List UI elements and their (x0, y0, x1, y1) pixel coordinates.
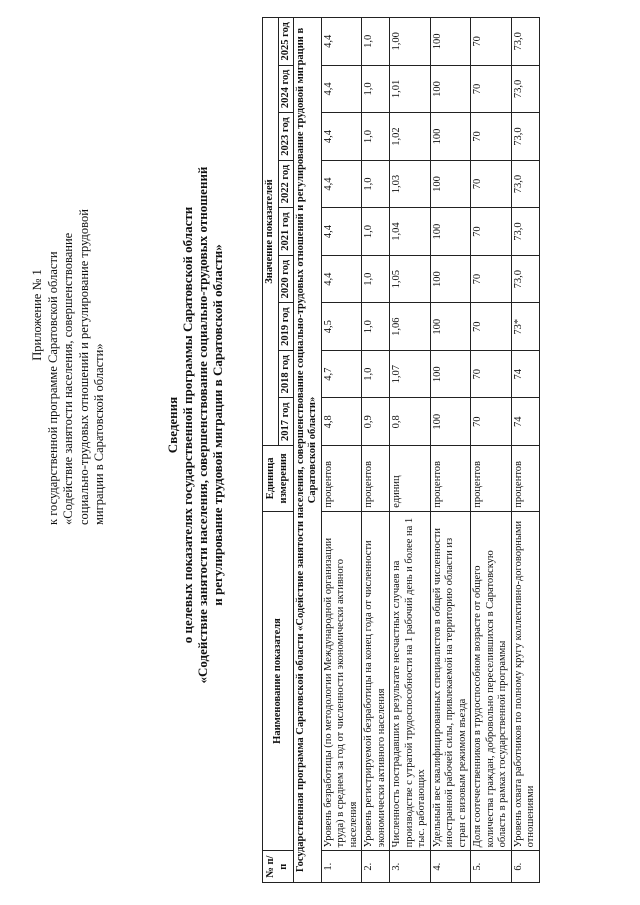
row-value: 74 (511, 350, 539, 398)
row-value: 70 (471, 255, 512, 303)
row-value: 1,02 (390, 113, 431, 161)
header-year: 2025 год (278, 18, 293, 66)
appendix-line: социально-трудовых отношений и регулирование трудовой (76, 209, 91, 525)
row-indicator-name: Доля соотечественников в трудоспособном возрасте от общего количества граждан, добровольно переселившихся в Саратовскую область в рамках государственной программы (471, 511, 512, 851)
row-value: 4,5 (321, 303, 362, 351)
row-value: 70 (471, 113, 512, 161)
header-year: 2020 год (278, 255, 293, 303)
row-value: 1,03 (390, 160, 431, 208)
row-value: 1,0 (362, 208, 390, 256)
row-value: 4,8 (321, 398, 362, 446)
header-year: 2018 год (278, 350, 293, 398)
row-number: 6. (511, 851, 539, 883)
row-value: 70 (471, 18, 512, 66)
row-value: 100 (430, 208, 471, 256)
row-number: 1. (321, 851, 362, 883)
row-indicator-name: Численность пострадавших в результате несчастных случаев на производстве с утратой трудоспособности на 1 рабочий день и более на 1 тыс. работающих (390, 511, 431, 851)
program-row (293, 18, 321, 883)
appendix-line: миграции в Саратовской области» (92, 343, 106, 525)
row-value: 100 (430, 160, 471, 208)
header-year: 2021 год (278, 208, 293, 256)
row-value: 73,0 (511, 18, 539, 66)
row-number: 3. (390, 851, 431, 883)
header-row (263, 18, 279, 883)
row-value: 70 (471, 160, 512, 208)
appendix-line: к государственной программе Саратовской области (45, 251, 60, 525)
row-value: 73,0 (511, 208, 539, 256)
appendix-line: «Содействие занятости населения, совершенствование (61, 232, 75, 525)
row-unit: процентов (430, 446, 471, 512)
header-year: 2022 год (278, 160, 293, 208)
title-line: Сведения (165, 396, 180, 454)
row-value: 1,0 (362, 65, 390, 113)
row-value: 70 (471, 398, 512, 446)
row-indicator-name: Уровень охвата работников по полному кругу коллективно-договорными отношениями (511, 511, 539, 851)
header-year: 2017 год (278, 398, 293, 446)
row-value: 100 (430, 255, 471, 303)
row-number: 2. (362, 851, 390, 883)
row-value: 1,04 (390, 208, 431, 256)
row-indicator-name: Уровень регистрируемой безработицы на конец года от численности экономически активного населения (362, 511, 390, 851)
row-value: 4,4 (321, 18, 362, 66)
header-unit: Единица измерения (263, 446, 294, 512)
header-values-group: Значение показателей (263, 18, 279, 446)
row-value: 1,07 (390, 350, 431, 398)
row-value: 1,0 (362, 18, 390, 66)
table-row (511, 18, 539, 883)
row-value: 4,4 (321, 208, 362, 256)
row-value: 1,0 (362, 113, 390, 161)
row-value: 4,4 (321, 113, 362, 161)
row-value: 1,0 (362, 350, 390, 398)
row-indicator-name: Удельный вес квалифицированных специалистов в общей численности иностранной рабочей силы, привлекаемой на территорию области из стран с визовым режимом въезда (430, 511, 471, 851)
header-year: 2019 год (278, 303, 293, 351)
row-value: 70 (471, 65, 512, 113)
row-value: 73,0 (511, 255, 539, 303)
row-value: 4,7 (321, 350, 362, 398)
row-number: 4. (430, 851, 471, 883)
row-value: 73,0 (511, 160, 539, 208)
row-value: 1,06 (390, 303, 431, 351)
title-line: «Содействие занятости населения, совершенствование социально-трудовых отношений (195, 166, 210, 684)
program-title: Государственная программа Саратовской области «Содействие занятости населения, совершенствование социально-трудовых отношений и регулирование трудовой миграции в Саратовской области» (293, 18, 321, 883)
row-number: 5. (471, 851, 512, 883)
row-unit: единиц (390, 446, 431, 512)
row-value: 100 (430, 18, 471, 66)
row-value: 0,8 (390, 398, 431, 446)
row-value: 4,4 (321, 255, 362, 303)
row-value: 70 (471, 208, 512, 256)
row-value: 1,00 (390, 18, 431, 66)
row-unit: процентов (362, 446, 390, 512)
row-value: 1,05 (390, 255, 431, 303)
row-value: 100 (430, 65, 471, 113)
row-value: 73,0 (511, 113, 539, 161)
document-title (165, 105, 225, 745)
row-value: 100 (430, 303, 471, 351)
table-row (362, 18, 390, 883)
table-row (321, 18, 362, 883)
row-value: 100 (430, 398, 471, 446)
header-year: 2023 год (278, 113, 293, 161)
row-value: 70 (471, 303, 512, 351)
row-unit: процентов (321, 446, 362, 512)
header-name: Наименование показателя (263, 511, 294, 851)
row-value: 1,0 (362, 255, 390, 303)
row-value: 100 (430, 113, 471, 161)
row-value: 100 (430, 350, 471, 398)
indicators-table (262, 17, 540, 883)
appendix-number: Приложение № 1 (30, 269, 44, 361)
table-row (430, 18, 471, 883)
header-num: № п/п (263, 851, 294, 883)
row-value: 1,0 (362, 303, 390, 351)
row-indicator-name: Уровень безработицы (по методологии Международной организации труда) в среднем за год от численности экономически активного населения (321, 511, 362, 851)
row-value: 73* (511, 303, 539, 351)
row-unit: процентов (471, 446, 512, 512)
row-value: 74 (511, 398, 539, 446)
row-value: 1,01 (390, 65, 431, 113)
appendix-header (30, 25, 108, 525)
title-line: о целевых показателях государственной программы Саратовской области (180, 206, 195, 644)
row-value: 0,9 (362, 398, 390, 446)
table-row (471, 18, 512, 883)
title-line: и регулирование трудовой миграции в Саратовской области» (210, 244, 225, 606)
row-value: 4,4 (321, 65, 362, 113)
row-value: 4,4 (321, 160, 362, 208)
row-value: 73,0 (511, 65, 539, 113)
row-unit: процентов (511, 446, 539, 512)
row-value: 70 (471, 350, 512, 398)
header-year: 2024 год (278, 65, 293, 113)
row-value: 1,0 (362, 160, 390, 208)
table-row (390, 18, 431, 883)
